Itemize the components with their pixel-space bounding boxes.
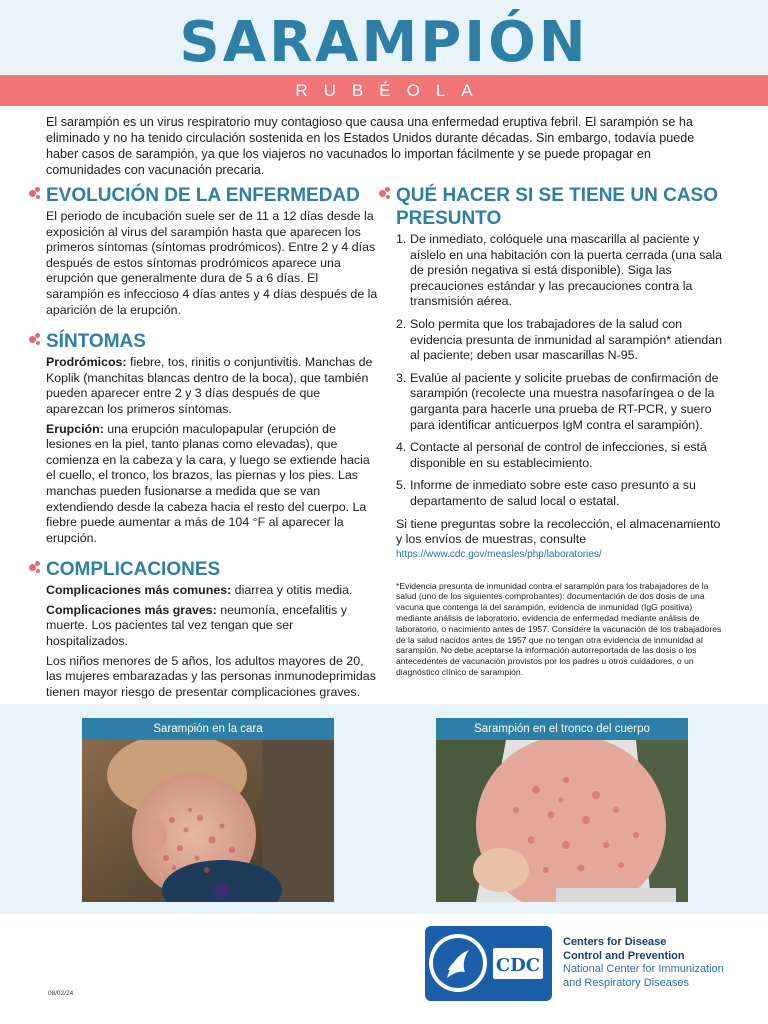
list-item: 3. Evalúe al paciente y solicite pruebas de confirmación de sarampión (recolecte una muestra nasofaríngea o de la garganta para hacerle una prueba de RT-PCR, y suero para identificar anticuerpos IgM contra el sarampión). <box>396 370 719 432</box>
evolution-text: El periodo de incubación suele ser de 11 a 12 días desde la exposición al virus del sarampión hasta que aparecen los primeros síntomas (síntomas prodrómicos). Entre 2 y 4 días después de estos síntomas prodrómicos aparece una erupción que generalmente dura de 5 a 6 días. El sarampión es infeccioso 4 días antes y 4 días después de la aparición de la erupción. <box>46 209 378 317</box>
trunk-photo-card <box>436 718 688 902</box>
suspect-case-heading <box>378 184 728 230</box>
trunk-rash-photo <box>436 740 688 902</box>
common-label: Complicaciones más comunes: <box>46 583 232 598</box>
evolution-heading-text: EVOLUCIÓN DE LA ENFERMEDAD <box>46 185 360 206</box>
list-item: 4. Contacte al personal de control de infecciones, si está disponible en su establecimiento. <box>396 440 707 470</box>
evolution-section <box>28 184 378 318</box>
left-column <box>28 184 378 704</box>
complications-heading <box>28 558 378 581</box>
cdc-logo <box>425 926 552 1001</box>
publication-date: 08/02/24 <box>48 990 74 997</box>
steps-list <box>378 232 728 510</box>
intro-paragraph: El sarampión es un virus respiratorio muy contagioso que causa una enfermedad eruptiva febril. El sarampión se ha eliminado y no ha tenido circulación sostenida en los Estados Unidos durante décadas. Sin embargo, todavía puede haber casos de sarampión, ya que los viajeros no vacunados lo importan fácilmente y se puede propagar en comunidades con vacunación precaria. <box>46 115 695 177</box>
trunk-photo-label: Sarampión en el tronco del cuerpo <box>436 718 688 740</box>
severe-label: Complicaciones más graves: <box>46 602 217 617</box>
rash-paragraph <box>46 422 378 547</box>
prodromal-label: Prodrómicos: <box>46 355 127 370</box>
face-photo-card <box>82 718 334 902</box>
dots-bullet-icon <box>28 332 46 350</box>
face-photo-label: Sarampión en la cara <box>82 718 334 740</box>
complications-section <box>28 558 378 700</box>
org-line-2: Control and Prevention <box>563 949 685 962</box>
symptoms-heading <box>28 330 378 353</box>
list-item: 1. De inmediato, colóquele una mascarilla al paciente y aíslelo en una habitación con la puerta cerrada (una sala de presión negativa si está disponible). Siga las precauciones estándar y las precauciones contra la transmisión aérea. <box>396 232 723 309</box>
rash-text: una erupción maculopapular (erupción de lesiones en la piel, tanto planas como elevadas), que comienza en la cabeza y la cara, y luego se extiende hacia el cuello, el tronco, los brazos, las piernas y los pies. Las manchas pueden fusionarse a medida que se van extendiendo desde la cabeza hacia el resto del cuerpo. La fiebre puede aumentar a más de 104 °F al aparecer la erupción. <box>46 421 370 545</box>
consult-block <box>378 517 728 561</box>
subtitle-bar <box>0 75 768 106</box>
laboratories-link[interactable]: https://www.cdc.gov/measles/php/laboratories/ <box>396 548 602 560</box>
page-subtitle: RUBÉOLA <box>295 81 489 100</box>
consult-text: Si tiene preguntas sobre la recolección, el almacenamiento y los envíos de muestras, consulte <box>396 516 721 547</box>
symptoms-section <box>28 330 378 546</box>
face-rash-photo <box>82 740 334 902</box>
header-band <box>0 0 768 75</box>
common-complications <box>46 583 378 599</box>
prodromal-paragraph <box>46 355 378 417</box>
dots-bullet-icon <box>28 186 46 204</box>
list-item: 5. Informe de inmediato sobre este caso presunto a su departamento de salud local o estatal. <box>396 478 696 508</box>
org-line-4: and Respiratory Diseases <box>563 976 689 989</box>
org-line-3: National Center for Immunization <box>563 963 724 975</box>
page-title: SARAMPIÓN <box>179 10 589 75</box>
common-text: diarrea y otitis media. <box>231 583 353 598</box>
symptoms-heading-text: SÍNTOMAS <box>46 331 146 353</box>
immunity-footnote: *Evidencia presunta de inmunidad contra el sarampión para los trabajadores de la salud (uno de los siguientes comprobantes): documentación de dos dosis de una vacuna que contenga la del sarampión, evidencia de inmunidad (IgG positiva) mediante análisis de laboratorio, evidencia de enfermedad mediante análisis de laboratorio, o nacimiento antes de 1957. Considere la vacunación de los trabajadores de la salud nacidos antes de 1957 que no tengan otra evidencia de inmunidad al sarampión. No debe aceptarse la información autorreportada de las dosis o los antecedentes de vacunación provistos por los padres u otros cuidadores, o un diagnóstico clínico de sarampión. <box>396 580 722 678</box>
dots-bullet-icon <box>378 186 396 204</box>
prodromal-text: fiebre, tos, rinitis o conjuntivitis. Manchas de Koplik (manchitas blancas dentro de la boca), que también pueden aparecer entre 2 y 3 días después de que aparezcan los primeros síntomas. <box>46 355 373 416</box>
severe-complications <box>46 603 378 650</box>
org-line-1: Centers for Disease <box>563 936 667 948</box>
photo-band <box>0 704 768 914</box>
list-item: 2. Solo permita que los trabajadores de la salud con evidencia presunta de inmunidad al sarampión* atiendan al paciente; deben usar mascarillas N-95. <box>396 316 723 363</box>
right-column <box>378 184 728 678</box>
evolution-heading <box>28 184 378 207</box>
suspect-case-heading-text: QUÉ HACER SI SE TIENE UN CASO PRESUNTO <box>396 185 718 229</box>
dots-bullet-icon <box>28 560 46 578</box>
rash-label: Erupción: <box>46 421 104 436</box>
risk-text: Los niños menores de 5 años, los adultos mayores de 20, las mujeres embarazadas y las personas inmunodeprimidas tienen mayor riesgo de presentar complicaciones graves. <box>46 653 376 699</box>
severe-text: neumonía, encefalitis y muerte. Los pacientes tal vez tengan que ser hospitalizados. <box>46 602 347 649</box>
cdc-logo-text: CDC <box>495 955 541 976</box>
cdc-org-name <box>563 936 724 990</box>
complications-heading-text: COMPLICACIONES <box>46 559 221 581</box>
